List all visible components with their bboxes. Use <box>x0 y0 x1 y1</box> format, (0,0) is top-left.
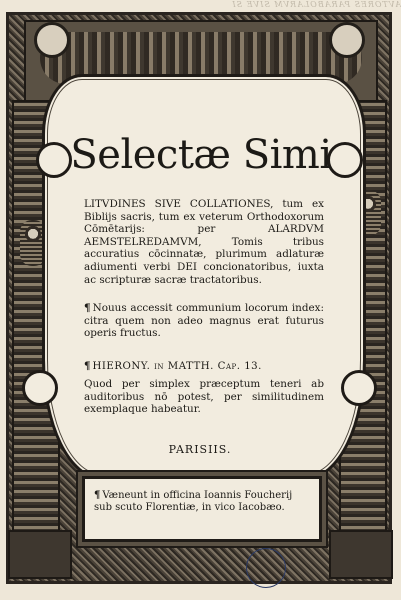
quote-text: Quod per simplex præceptum teneri ab auditoribus nō potest, per similitudinem exemplaque habeatur. <box>84 378 324 416</box>
book-subtitle: LITVDINES SIVE COLLATIONES, tum ex Biblijs sacris, tum ex veterum Orthodoxorum Cōmētarijs: per ALARDVM AEMSTELREDAMVM, Tomis tribus accuratius cōcinnatæ, plurimum adlaturæ adiumenti verbi DEI concionatoribus, iuxta ac scripturæ sacræ tractatoribus. <box>84 198 324 286</box>
right-lower-scroll-curl <box>341 370 377 406</box>
right-medallion-icon <box>329 22 365 58</box>
library-stamp-icon <box>246 548 286 588</box>
left-medallion-icon <box>34 22 70 58</box>
quote-source <box>84 360 324 374</box>
bleed-through-text: AVTORES PARABOLARVM SIVE SI <box>231 0 401 9</box>
imprint-text-body: Væneunt in officina Ioannis Foucherij sub scuto Florentiæ, in vico Iacobæo. <box>94 490 293 513</box>
pilcrow-icon: ¶ <box>84 302 91 314</box>
left-lower-scroll-curl <box>22 370 58 406</box>
left-pillar-base <box>8 530 72 579</box>
book-title: Selectæ Simi <box>70 132 332 178</box>
index-note <box>84 302 324 340</box>
pilcrow-icon: ¶ <box>84 360 91 372</box>
imprint-text <box>94 490 308 514</box>
index-note-text: Nouus accessit communium locorum index: citra quem non adeo magnus erat futurus operis fructus. <box>84 302 324 340</box>
pilcrow-icon: ¶ <box>94 490 101 501</box>
quote-source-text: HIERONY. in MATTH. Cap. 13. <box>92 361 262 372</box>
imprint-city: PARISIIS. <box>168 443 232 456</box>
right-pillar-base <box>329 530 393 579</box>
